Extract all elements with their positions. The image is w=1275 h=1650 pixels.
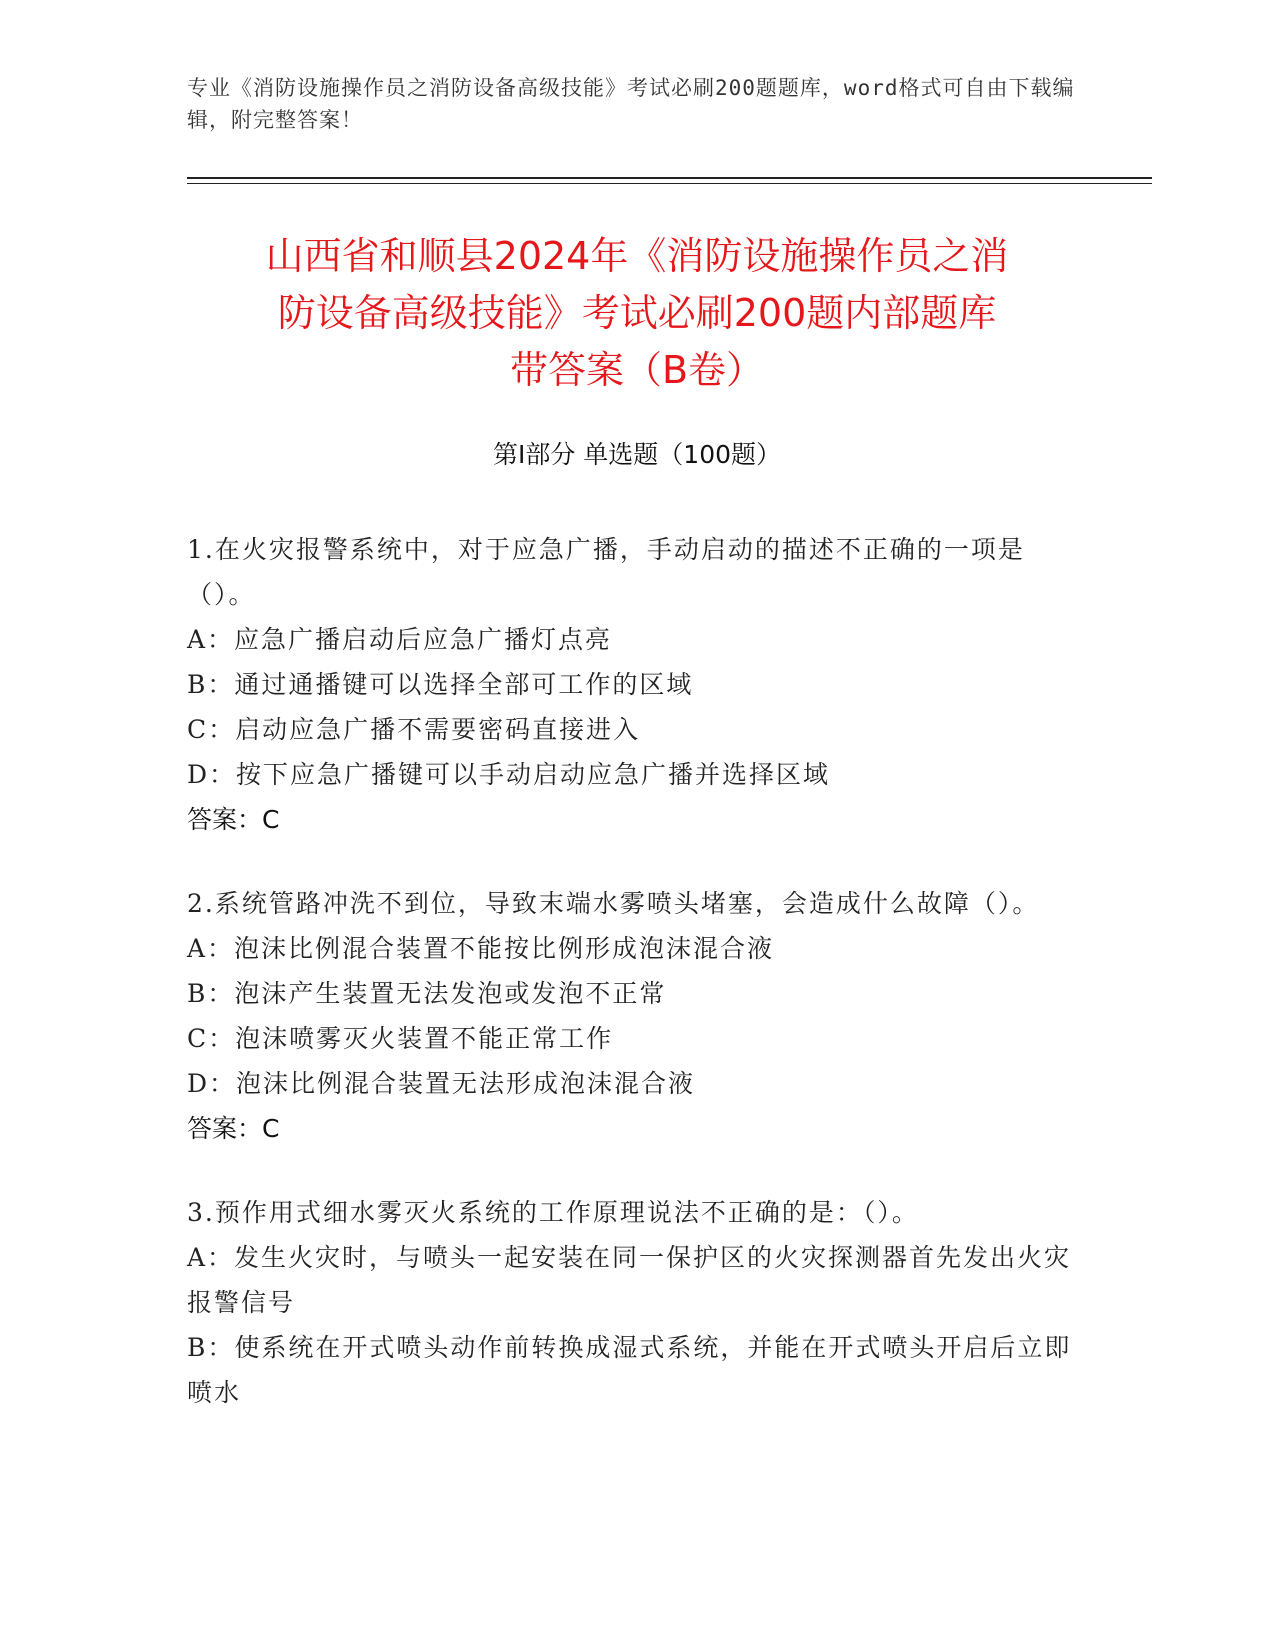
question-2 (187, 881, 1077, 1151)
option-a: A：发生火灾时，与喷头一起安装在同一保护区的火灾探测器首先发出火灾报警信号 (187, 1243, 1072, 1317)
document-title-line-2: 防设备高级技能》考试必刷200题内部题库 (277, 291, 997, 335)
question-1 (187, 527, 1077, 842)
option-b: B：使系统在开式喷头动作前转换成湿式系统，并能在开式喷头开启后立即喷水 (187, 1333, 1072, 1407)
option-d: D：按下应急广播键可以手动启动应急广播并选择区域 (187, 760, 831, 789)
question-stem: 3.预作用式细水雾灭火系统的工作原理说法不正确的是：（）。 (187, 1198, 919, 1227)
option-b: B：通过通播键可以选择全部可工作的区域 (187, 670, 694, 699)
question-3 (187, 1190, 1077, 1415)
option-a: A：泡沫比例混合装置不能按比例形成泡沫混合液 (187, 934, 775, 963)
answer-line: 答案：C (187, 1114, 280, 1143)
header-divider-thin (187, 183, 1152, 184)
header-note: 专业《消防设施操作员之消防设备高级技能》考试必刷200题题库，word格式可自由下载编辑，附完整答案！ (187, 76, 1075, 132)
option-c: C：泡沫喷雾灭火装置不能正常工作 (187, 1024, 614, 1053)
document-title-line-3: 带答案（B卷） (509, 348, 765, 392)
option-b: B：泡沫产生装置无法发泡或发泡不正常 (187, 979, 667, 1008)
question-list (187, 527, 1077, 1454)
document-title (187, 228, 1087, 399)
question-stem: 1.在火灾报警系统中，对于应急广播，手动启动的描述不正确的一项是（）。 (187, 535, 1025, 609)
option-d: D：泡沫比例混合装置无法形成泡沫混合液 (187, 1069, 696, 1098)
header-divider-thick (187, 177, 1152, 179)
document-title-line-1: 山西省和顺县2024年《消防设施操作员之消 (265, 234, 1009, 278)
option-c: C：启动应急广播不需要密码直接进入 (187, 715, 641, 744)
option-a: A：应急广播启动后应急广播灯点亮 (187, 625, 613, 654)
question-stem: 2.系统管路冲洗不到位，导致末端水雾喷头堵塞，会造成什么故障（）。 (187, 889, 1040, 918)
section-heading: 第Ⅰ部分 单选题（100题） (492, 440, 782, 469)
answer-line: 答案：C (187, 805, 280, 834)
